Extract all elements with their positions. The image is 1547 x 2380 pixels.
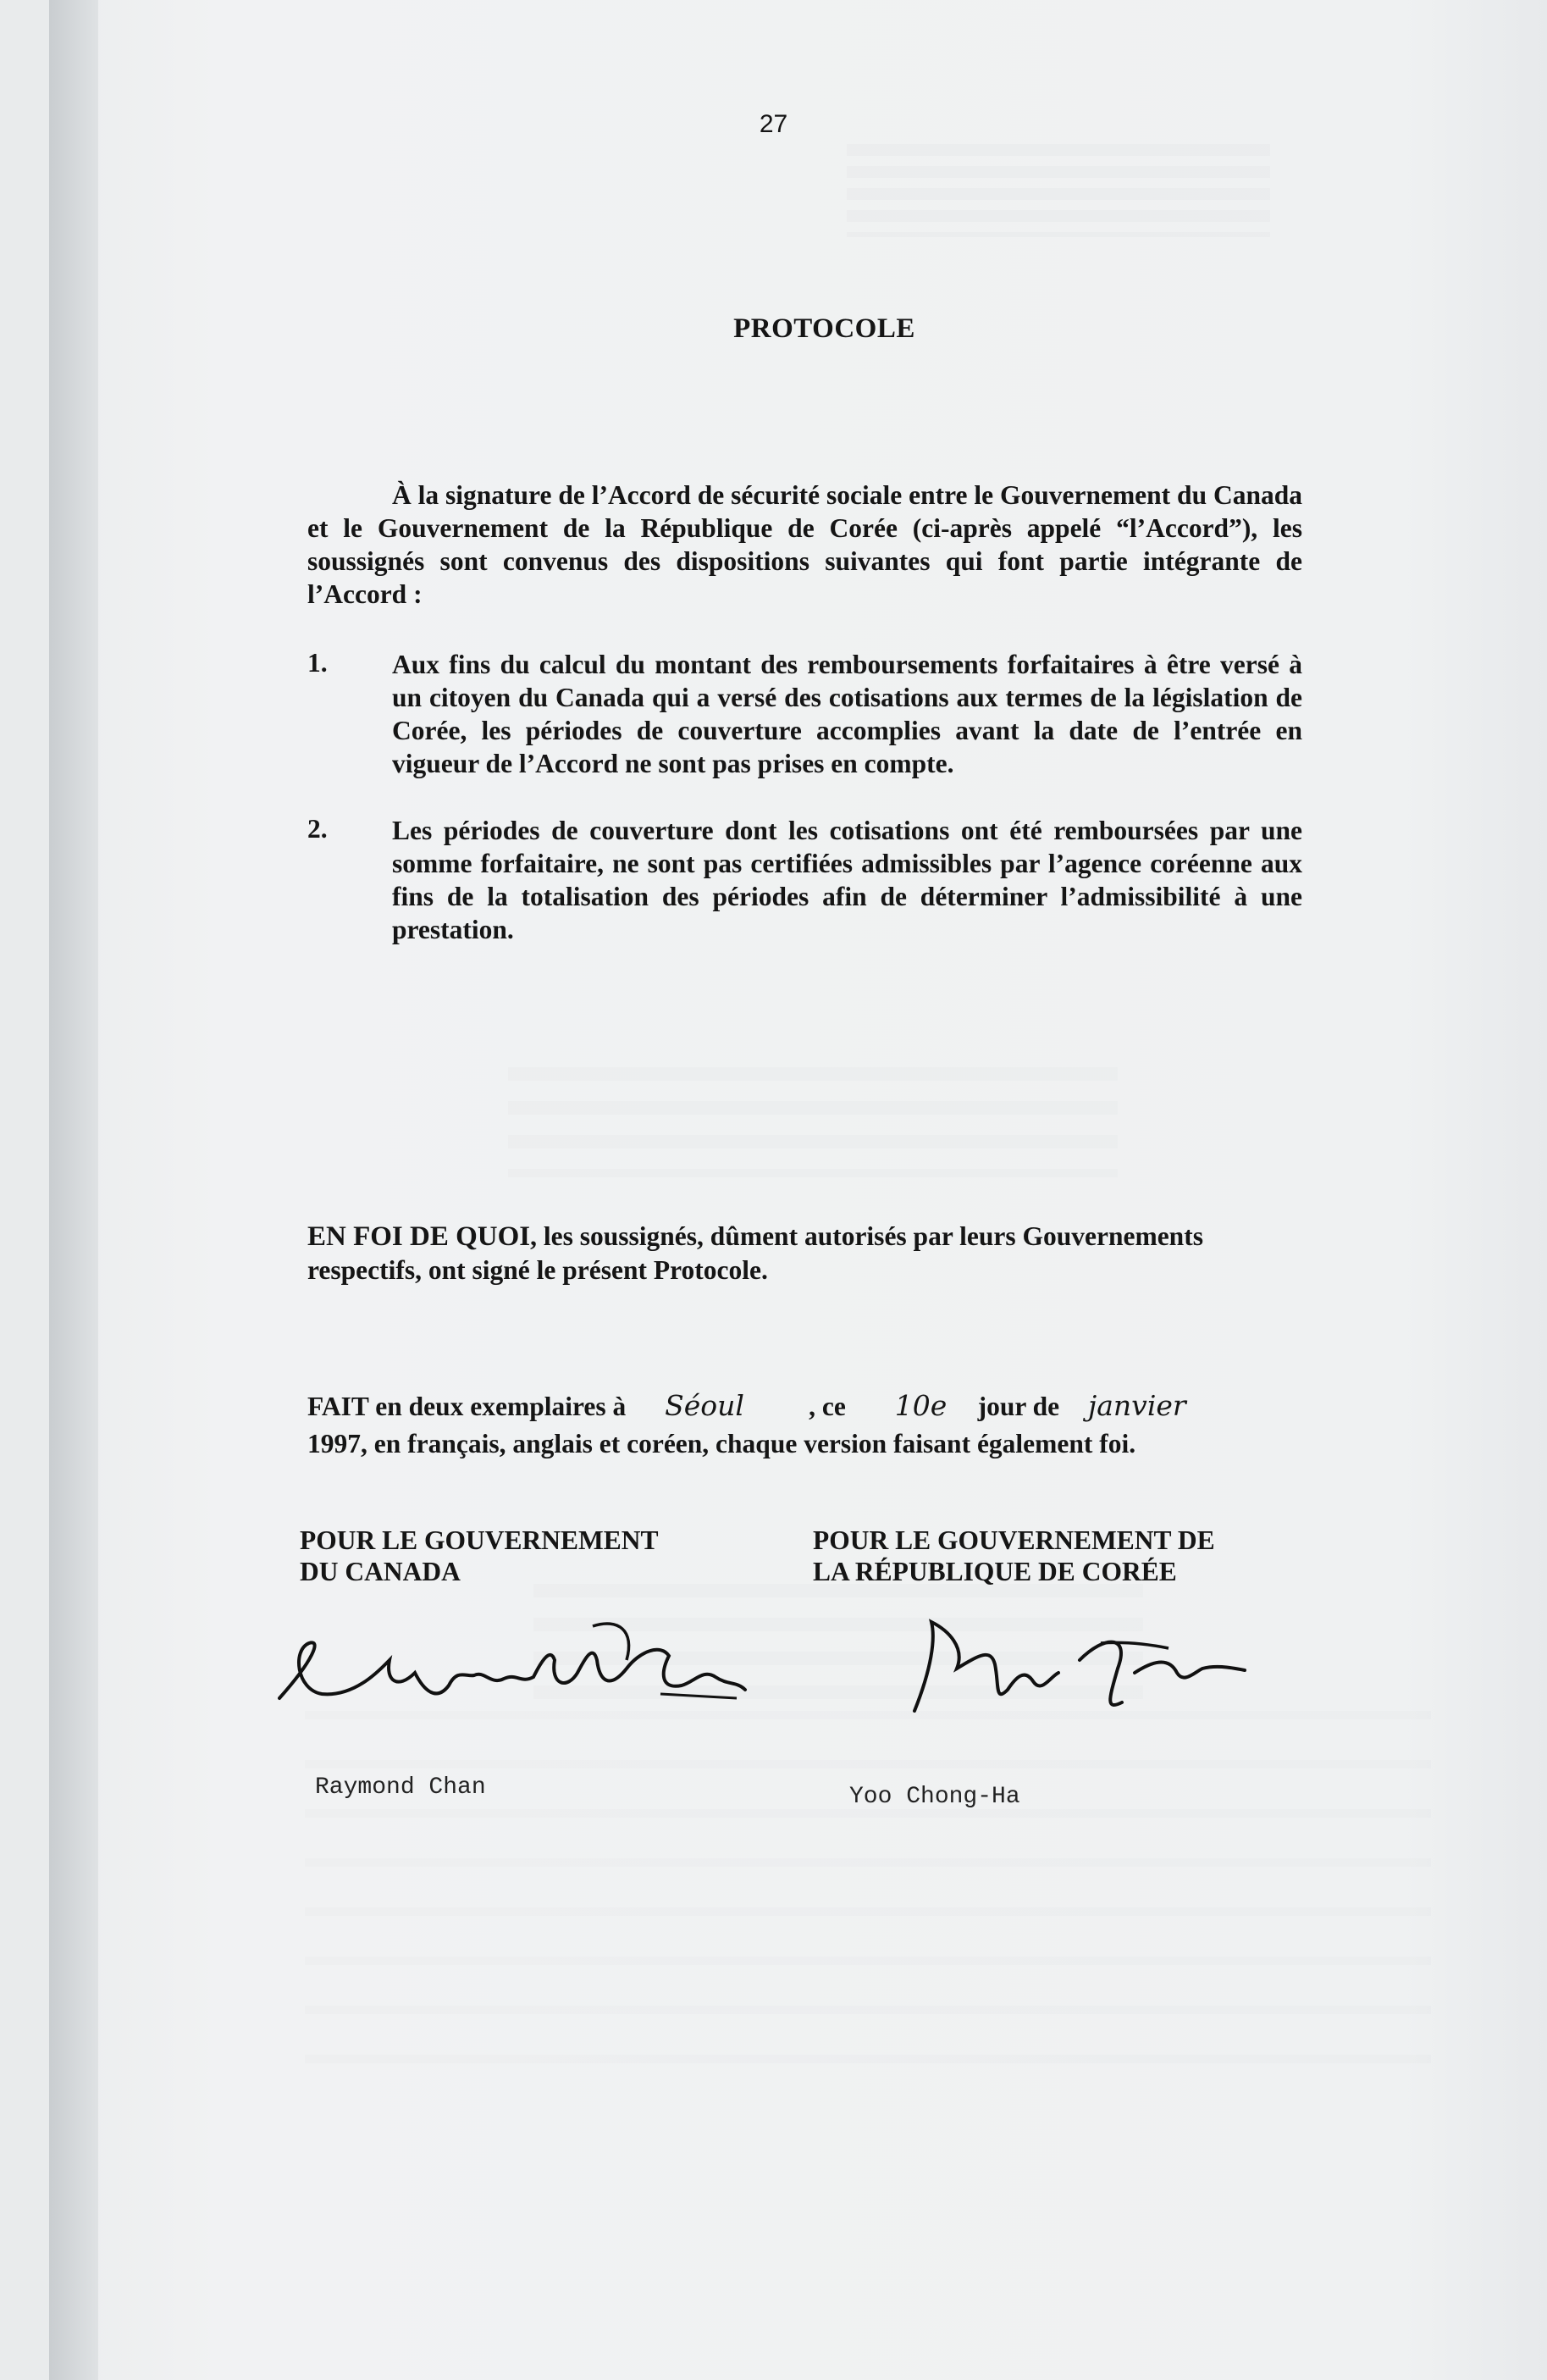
- bleed-through-block-top: [847, 144, 1270, 237]
- intro-paragraph: À la signature de l’Accord de sécurité sociale entre le Gouvernement du Canada et le Gouvernement de la République de Corée (ci-après appelé “l’Accord”), les soussignés sont convenus des dispositions suivantes qui font partie intégrante de l’Accord :: [307, 480, 1302, 609]
- handwritten-place: Séoul: [665, 1389, 744, 1422]
- canada-signatory-heading: [300, 1525, 723, 1587]
- handwritten-day: 10e: [894, 1389, 948, 1422]
- fait-line-2: 1997, en français, anglais et coréen, chaque version faisant également foi.: [307, 1429, 1136, 1458]
- signature-raymond-chan: [262, 1609, 754, 1728]
- korea-heading-line-1: POUR LE GOUVERNEMENT DE: [813, 1525, 1215, 1555]
- typed-name-left: Raymond Chan: [315, 1774, 486, 1801]
- korea-heading-line-2: LA RÉPUBLIQUE DE CORÉE: [813, 1557, 1177, 1586]
- signature-yoo-chong-ha: [898, 1609, 1253, 1719]
- foi-lead: EN FOI DE QUOI: [307, 1221, 531, 1252]
- typed-name-right: Yoo Chong-Ha: [849, 1784, 1020, 1810]
- foi-rest: , les soussignés, dûment autorisés par leurs Gouvernements respectifs, ont signé le présent Protocole.: [307, 1221, 1203, 1285]
- fait-prefix: FAIT en deux exemplaires à: [307, 1392, 627, 1421]
- page-number: 27: [759, 110, 788, 138]
- fait-jour-de: jour de: [977, 1392, 1060, 1421]
- page-title: PROTOCOLE: [733, 313, 915, 344]
- en-foi-de-quoi-paragraph: [307, 1220, 1247, 1287]
- page-binding-shadow: [49, 0, 98, 2380]
- fait-line-1: [307, 1387, 1366, 1425]
- fait-ce: , ce: [809, 1392, 846, 1421]
- korea-signatory-heading: [813, 1525, 1321, 1587]
- bleed-through-block-mid: [508, 1067, 1118, 1177]
- canada-heading-line-2: DU CANADA: [300, 1557, 461, 1586]
- item-1-number: 1.: [307, 648, 328, 678]
- item-2-number: 2.: [307, 814, 328, 844]
- item-1-text: Aux fins du calcul du montant des remboursements forfaitaires à être versé à un citoyen du Canada qui a versé des cotisations aux termes de la législation de Corée, les périodes de couverture accomplies avant la date de l’entrée en vigueur de l’Accord ne sont pas prises en compte.: [392, 650, 1302, 778]
- bleed-through-block-bottom: [305, 1711, 1431, 2100]
- fait-paragraph: [307, 1387, 1366, 1463]
- handwritten-month: janvier: [1088, 1389, 1186, 1422]
- item-2-text: Les périodes de couverture dont les cotisations ont été remboursées par une somme forfaitaire, ne sont pas certifiées admissibles par l’agence coréenne aux fins de la totalisation des périodes afin de déterminer l’admissibilité à une prestation.: [392, 816, 1302, 944]
- canada-heading-line-1: POUR LE GOUVERNEMENT: [300, 1525, 659, 1555]
